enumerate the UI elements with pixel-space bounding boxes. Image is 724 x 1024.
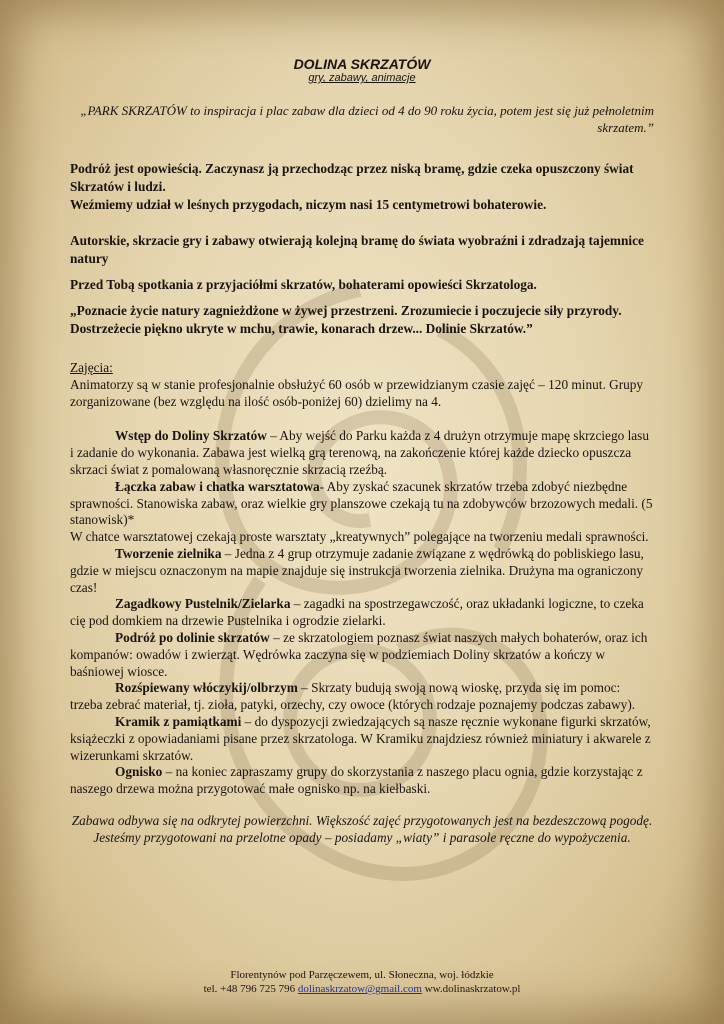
footer-website: ww.dolinaskrzatow.pl: [421, 983, 521, 995]
activity-name: Wstęp do Doliny Skrzatów: [115, 428, 267, 444]
activity-item: [70, 479, 654, 529]
document-title: DOLINA SKRZATÓW: [293, 56, 431, 72]
document-subtitle: gry, zabawy, animacje: [308, 72, 416, 84]
intro-paragraph-1: Podróż jest opowieścią. Zaczynasz ją przechodząc przez niską bramę, gdzie czeka opuszczony świat Skrzatów i ludzi.: [70, 161, 634, 194]
activity-description: – zagadki na spostrzegawczość, oraz układanki logiczne, to czeka cię pod domkiem na drzewie Pustelnika i ogrodzie zielarki.: [70, 596, 644, 629]
intro-paragraph-4: Przed Tobą spotkania z przyjaciółmi skrzatów, bohaterami opowieści Skrzatologa.: [70, 277, 537, 292]
activity-item: [70, 764, 654, 798]
activity-name: Zagadkowy Pustelnik/Zielarka: [115, 596, 291, 612]
activity-name: Ognisko: [115, 764, 163, 780]
closing-note: Zabawa odbywa się na odkrytej powierzchni. Większość zajęć przygotowanych jest na bezdeszczową pogodę. Jesteśmy przygotowani na przelotne opady – posiadamy „wiaty” i parasole ręczne do wypożyczenia.: [71, 812, 653, 845]
activity-item: [70, 630, 654, 680]
activity-item: [70, 428, 654, 478]
activity-name: Rozśpiewany włóczykij/olbrzym: [115, 680, 298, 696]
activity-item: [70, 596, 654, 630]
activity-item: [70, 714, 654, 764]
activity-description: – Jedna z 4 grup otrzymuje zadanie związane z wędrówką do pobliskiego lasu, gdzie w miejscu oznaczonym na mapie znajduje się instrukcja tworzenia zielnika. Drużyna ma ograniczony czas!: [70, 545, 644, 595]
intro-quote: „Poznacie życie natury zagnieżdżone w żywej przestrzeni. Zrozumiecie i poczujecie siły przyrody. Dostrzeżecie piękno ukryte w mchu, trawie, konarach drzew... Dolinie Skrzatów.”: [70, 303, 622, 336]
zajecia-heading: Zajęcia:: [70, 360, 113, 375]
intro-paragraph-2: Weźmiemy udział w leśnych przygodach, niczym nasi 15 centymetrowi bohaterowie.: [70, 197, 547, 212]
activity-item: [70, 529, 654, 546]
footer-contact: [0, 982, 724, 996]
activity-description: – Aby wejść do Parku każda z 4 drużyn otrzymuje mapę skrzciego lasu i zadanie do wykonania. Zabawa jest wielką grą terenową, na zakończenie której każde dziecko opuszcza skrzaci świat z pomalowaną własnoręcznie skrzacią rzeźbą.: [70, 428, 649, 477]
footer-address: Florentynów pod Parzęczewem, ul. Słoneczna, woj. łódzkie: [230, 969, 494, 981]
activity-description: W chatce warsztatowej czekają proste warsztaty „kreatywnych” polegające na tworzeniu medali sprawności.: [70, 529, 649, 545]
footer-email-link[interactable]: dolinaskrzatow@gmail.com: [297, 983, 422, 995]
activity-name: Podróż po dolinie skrzatów: [115, 629, 270, 645]
activity-description: – ze skrzatologiem poznasz świat naszych małych bohaterów, oraz ich kompanów: owadów i zwierząt. Wędrówka zaczyna się w podziemiach Doliny skrzatów a kończy w baśniowej wiosce.: [70, 629, 648, 679]
activity-description: - Aby zyskać szacunek skrzatów trzeba zdobyć niezbędne sprawności. Stanowiska zabaw, oraz wielkie gry planszowe czekają tu na zdobywców brzozowych medali. (5 stanowisk)*: [70, 478, 653, 528]
activity-description: – Skrzaty budują swoją nową wioskę, przyda się im pomoc: trzeba zebrać materiał, tj. zioła, patyki, orzechy, czy owoce (których rodzaje poznajemy podczas zabawy).: [70, 680, 636, 713]
footer: [0, 968, 724, 996]
zajecia-text: Animatorzy są w stanie profesjonalnie obsłużyć 60 osób w przewidzianym czasie zajęć – 120 minut. Grupy zorganizowane (bez względu na ilość osób-poniżej 60) dzielimy na 4.: [70, 376, 644, 409]
activity-name: Łączka zabaw i chatka warsztatowa: [115, 478, 320, 494]
activity-description: – na koniec zapraszamy grupy do skorzystania z naszego placu ognia, gdzie korzystając z naszego drzewa można przygotować małe ognisko np. na kiełbaski.: [70, 764, 643, 797]
activity-description: – do dyspozycji zwiedzających są nasze ręcznie wykonane figurki skrzatów, książeczki z opowiadaniami pisane przez skrzatologa. W Kramiku znajdziesz również miniatury i akwarele z wizerunkami skrzatów.: [70, 713, 651, 763]
activity-name: Kramik z pamiątkami: [115, 713, 242, 729]
intro-paragraph-3: Autorskie, skrzacie gry i zabawy otwierają kolejną bramę do świata wyobraźni i zdradzają tajemnice natury: [70, 233, 644, 266]
activity-name: Tworzenie zielnika: [115, 545, 222, 561]
document-body: [70, 56, 654, 846]
motto-quote: „PARK SKRZATÓW to inspiracja i plac zabaw dla dzieci od 4 do 90 roku życia, potem jest się już pełnoletnim skrzatem.”: [80, 103, 654, 135]
activity-item: [70, 680, 654, 714]
activity-item: [70, 546, 654, 596]
footer-phone: tel. +48 796 725 796: [203, 983, 298, 995]
